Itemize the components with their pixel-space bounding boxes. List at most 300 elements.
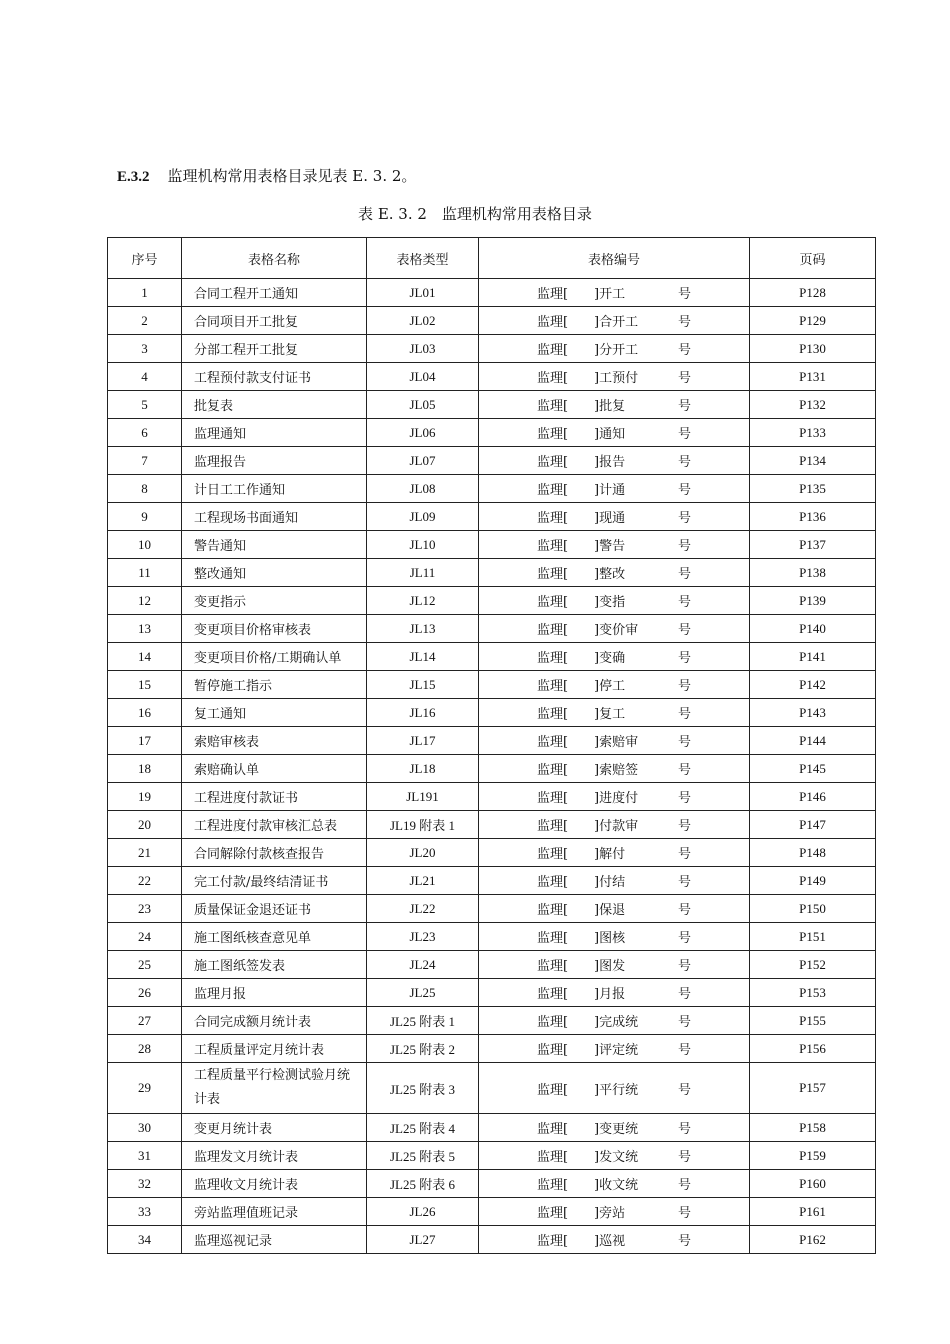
form-code-suffix: 号 — [678, 959, 692, 974]
form-code-suffix: 号 — [678, 847, 692, 862]
form-code-abbr: ]进度付 — [594, 791, 639, 806]
form-type: JL01 — [367, 279, 479, 307]
form-code-prefix: 监理[ — [536, 1082, 569, 1098]
page-number: P145 — [750, 755, 876, 783]
table-row — [108, 1035, 876, 1063]
form-code — [479, 671, 750, 699]
form-code-abbr: ]保退 — [594, 903, 626, 918]
form-code-prefix: 监理[ — [536, 371, 569, 386]
form-name: 索赔确认单 — [182, 755, 367, 783]
form-code-abbr: ]付结 — [594, 875, 626, 890]
form-name: 批复表 — [182, 391, 367, 419]
form-name: 工程进度付款审核汇总表 — [182, 811, 367, 839]
table-row — [108, 335, 876, 363]
form-type: JL25 附表 4 — [367, 1114, 479, 1142]
row-number: 21 — [108, 839, 182, 867]
page-number: P149 — [750, 867, 876, 895]
form-type: JL25 附表 5 — [367, 1142, 479, 1170]
form-code-prefix: 监理[ — [536, 427, 569, 442]
form-code-suffix: 号 — [678, 1122, 692, 1137]
form-type: JL26 — [367, 1198, 479, 1226]
section-number: E.3.2 — [117, 169, 150, 185]
column-header-no: 序号 — [108, 238, 182, 279]
table-row — [108, 363, 876, 391]
page-number: P137 — [750, 531, 876, 559]
form-catalog-table — [107, 237, 876, 1254]
form-code-suffix: 号 — [678, 399, 692, 414]
form-code-abbr: ]收文统 — [594, 1178, 639, 1193]
table-row — [108, 951, 876, 979]
form-name: 工程质量评定月统计表 — [182, 1035, 367, 1063]
page-number: P133 — [750, 419, 876, 447]
page-number: P158 — [750, 1114, 876, 1142]
form-type: JL19 附表 1 — [367, 811, 479, 839]
form-code-prefix: 监理[ — [536, 651, 569, 666]
table-row — [108, 895, 876, 923]
form-name: 分部工程开工批复 — [182, 335, 367, 363]
form-code — [479, 839, 750, 867]
form-code-suffix: 号 — [678, 539, 692, 554]
table-row — [108, 643, 876, 671]
form-code-prefix: 监理[ — [536, 1178, 569, 1193]
form-name: 合同项目开工批复 — [182, 307, 367, 335]
form-code-abbr: ]付款审 — [594, 819, 639, 834]
row-number: 4 — [108, 363, 182, 391]
form-type: JL25 附表 1 — [367, 1007, 479, 1035]
form-type: JL11 — [367, 559, 479, 587]
form-type: JL25 附表 2 — [367, 1035, 479, 1063]
form-code-prefix: 监理[ — [536, 875, 569, 890]
page-number: P162 — [750, 1226, 876, 1254]
form-name: 工程进度付款证书 — [182, 783, 367, 811]
form-type: JL15 — [367, 671, 479, 699]
form-code — [479, 503, 750, 531]
column-header-page: 页码 — [750, 238, 876, 279]
row-number: 27 — [108, 1007, 182, 1035]
row-number: 2 — [108, 307, 182, 335]
form-code-suffix: 号 — [678, 371, 692, 386]
page-number: P139 — [750, 587, 876, 615]
form-name: 监理月报 — [182, 979, 367, 1007]
form-code-prefix: 监理[ — [536, 819, 569, 834]
row-number: 17 — [108, 727, 182, 755]
form-code — [479, 307, 750, 335]
form-code — [479, 895, 750, 923]
form-name: 施工图纸核查意见单 — [182, 923, 367, 951]
form-code-suffix: 号 — [678, 1178, 692, 1193]
form-code-abbr: ]变指 — [594, 595, 626, 610]
table-row — [108, 391, 876, 419]
form-code-abbr: ]开工 — [594, 287, 626, 302]
form-code-abbr: ]分开工 — [594, 343, 639, 358]
form-name: 合同解除付款核查报告 — [182, 839, 367, 867]
form-code-prefix: 监理[ — [536, 1234, 569, 1249]
form-code-abbr: ]合开工 — [594, 315, 639, 330]
form-code — [479, 951, 750, 979]
form-code-suffix: 号 — [678, 931, 692, 946]
form-code-abbr: ]警告 — [594, 539, 626, 554]
form-code-abbr: ]月报 — [594, 987, 626, 1002]
form-code — [479, 447, 750, 475]
table-row — [108, 307, 876, 335]
page-number: P161 — [750, 1198, 876, 1226]
form-code-abbr: ]复工 — [594, 707, 626, 722]
form-name: 旁站监理值班记录 — [182, 1198, 367, 1226]
form-type: JL02 — [367, 307, 479, 335]
form-code — [479, 531, 750, 559]
table-caption: 表 E. 3. 2 监理机构常用表格目录 — [358, 205, 592, 223]
form-code-suffix: 号 — [678, 427, 692, 442]
form-code-abbr: ]批复 — [594, 399, 626, 414]
form-code-prefix: 监理[ — [536, 763, 569, 778]
form-type: JL06 — [367, 419, 479, 447]
page-number: P136 — [750, 503, 876, 531]
page-number: P144 — [750, 727, 876, 755]
form-type: JL191 — [367, 783, 479, 811]
row-number: 22 — [108, 867, 182, 895]
column-header-type: 表格类型 — [367, 238, 479, 279]
form-code-abbr: ]计通 — [594, 483, 626, 498]
form-code-prefix: 监理[ — [536, 959, 569, 974]
form-code — [479, 363, 750, 391]
form-code-prefix: 监理[ — [536, 539, 569, 554]
row-number: 1 — [108, 279, 182, 307]
form-code — [479, 699, 750, 727]
row-number: 33 — [108, 1198, 182, 1226]
form-name: 变更指示 — [182, 587, 367, 615]
page-number: P134 — [750, 447, 876, 475]
form-name: 计日工工作通知 — [182, 475, 367, 503]
table-row — [108, 1226, 876, 1254]
form-code-prefix: 监理[ — [536, 1150, 569, 1165]
form-code-suffix: 号 — [678, 623, 692, 638]
form-name: 监理巡视记录 — [182, 1226, 367, 1254]
table-row — [108, 1198, 876, 1226]
page-number: P132 — [750, 391, 876, 419]
column-header-code: 表格编号 — [479, 238, 750, 279]
row-number: 29 — [108, 1063, 182, 1114]
page-number: P152 — [750, 951, 876, 979]
form-code-abbr: ]整改 — [594, 567, 626, 582]
table-row — [108, 419, 876, 447]
form-type: JL09 — [367, 503, 479, 531]
row-number: 7 — [108, 447, 182, 475]
form-name: 合同工程开工通知 — [182, 279, 367, 307]
form-code-suffix: 号 — [678, 763, 692, 778]
form-type: JL20 — [367, 839, 479, 867]
row-number: 26 — [108, 979, 182, 1007]
table-row — [108, 867, 876, 895]
table-row — [108, 699, 876, 727]
form-code-abbr: ]发文统 — [594, 1150, 639, 1165]
form-code — [479, 1226, 750, 1254]
form-type: JL14 — [367, 643, 479, 671]
form-name: 监理收文月统计表 — [182, 1170, 367, 1198]
row-number: 16 — [108, 699, 182, 727]
form-type: JL07 — [367, 447, 479, 475]
form-code-abbr: ]变价审 — [594, 623, 639, 638]
form-type: JL24 — [367, 951, 479, 979]
table-row — [108, 671, 876, 699]
form-code — [479, 1198, 750, 1226]
form-type: JL18 — [367, 755, 479, 783]
table-row — [108, 839, 876, 867]
page-number: P129 — [750, 307, 876, 335]
page-number: P156 — [750, 1035, 876, 1063]
table-row — [108, 615, 876, 643]
form-code-prefix: 监理[ — [536, 987, 569, 1002]
page-number: P135 — [750, 475, 876, 503]
form-code-prefix: 监理[ — [536, 315, 569, 330]
table-row — [108, 1170, 876, 1198]
row-number: 11 — [108, 559, 182, 587]
form-code-prefix: 监理[ — [536, 791, 569, 806]
page-number: P131 — [750, 363, 876, 391]
page-number: P142 — [750, 671, 876, 699]
form-type: JL22 — [367, 895, 479, 923]
form-code-suffix: 号 — [678, 287, 692, 302]
form-code — [479, 279, 750, 307]
row-number: 34 — [108, 1226, 182, 1254]
form-name: 质量保证金退还证书 — [182, 895, 367, 923]
row-number: 14 — [108, 643, 182, 671]
table-row — [108, 587, 876, 615]
form-code-abbr: ]索赔签 — [594, 763, 639, 778]
page-number: P148 — [750, 839, 876, 867]
form-code-suffix: 号 — [678, 343, 692, 358]
form-type: JL03 — [367, 335, 479, 363]
form-code-suffix: 号 — [678, 315, 692, 330]
form-code-abbr: ]评定统 — [594, 1043, 639, 1058]
form-name: 工程预付款支付证书 — [182, 363, 367, 391]
form-code-suffix: 号 — [678, 875, 692, 890]
form-type: JL16 — [367, 699, 479, 727]
form-name: 完工付款/最终结清证书 — [182, 867, 367, 895]
row-number: 31 — [108, 1142, 182, 1170]
form-code-suffix: 号 — [678, 819, 692, 834]
form-code-prefix: 监理[ — [536, 847, 569, 862]
form-name: 监理报告 — [182, 447, 367, 475]
page-number: P130 — [750, 335, 876, 363]
table-row — [108, 1007, 876, 1035]
form-name: 监理发文月统计表 — [182, 1142, 367, 1170]
table-row — [108, 783, 876, 811]
form-code-prefix: 监理[ — [536, 1122, 569, 1137]
page-number: P128 — [750, 279, 876, 307]
row-number: 25 — [108, 951, 182, 979]
form-type: JL23 — [367, 923, 479, 951]
form-code-abbr: ]停工 — [594, 679, 626, 694]
row-number: 5 — [108, 391, 182, 419]
row-number: 32 — [108, 1170, 182, 1198]
form-type: JL25 附表 3 — [367, 1063, 479, 1114]
form-code-prefix: 监理[ — [536, 1043, 569, 1058]
form-code — [479, 923, 750, 951]
page-number: P147 — [750, 811, 876, 839]
row-number: 28 — [108, 1035, 182, 1063]
row-number: 23 — [108, 895, 182, 923]
section-heading — [117, 165, 416, 186]
form-code-suffix: 号 — [678, 1150, 692, 1165]
form-code-suffix: 号 — [678, 1043, 692, 1058]
form-code — [479, 643, 750, 671]
form-code-prefix: 监理[ — [536, 707, 569, 722]
form-code-suffix: 号 — [678, 791, 692, 806]
form-type: JL04 — [367, 363, 479, 391]
row-number: 6 — [108, 419, 182, 447]
page-number: P151 — [750, 923, 876, 951]
page-number: P159 — [750, 1142, 876, 1170]
form-code-suffix: 号 — [678, 511, 692, 526]
row-number: 30 — [108, 1114, 182, 1142]
form-code-suffix: 号 — [678, 679, 692, 694]
form-code-abbr: ]现通 — [594, 511, 626, 526]
form-type: JL25 附表 6 — [367, 1170, 479, 1198]
table-row — [108, 531, 876, 559]
form-name: 监理通知 — [182, 419, 367, 447]
form-name: 变更项目价格审核表 — [182, 615, 367, 643]
form-code-abbr: ]图核 — [594, 931, 626, 946]
form-code — [479, 979, 750, 1007]
table-row — [108, 979, 876, 1007]
page-number: P141 — [750, 643, 876, 671]
row-number: 15 — [108, 671, 182, 699]
form-code-abbr: ]变更统 — [594, 1122, 639, 1137]
form-code-suffix: 号 — [678, 455, 692, 470]
form-type: JL10 — [367, 531, 479, 559]
form-code — [479, 335, 750, 363]
form-code — [479, 811, 750, 839]
form-code-prefix: 监理[ — [536, 931, 569, 946]
form-code-abbr: ]通知 — [594, 427, 626, 442]
form-code-suffix: 号 — [678, 1206, 692, 1221]
page-number: P138 — [750, 559, 876, 587]
table-row — [108, 923, 876, 951]
row-number: 8 — [108, 475, 182, 503]
table-row — [108, 559, 876, 587]
form-code — [479, 783, 750, 811]
form-code-suffix: 号 — [678, 735, 692, 750]
form-type: JL25 — [367, 979, 479, 1007]
row-number: 19 — [108, 783, 182, 811]
form-code-suffix: 号 — [678, 987, 692, 1002]
form-code-suffix: 号 — [678, 651, 692, 666]
form-code-abbr: ]解付 — [594, 847, 626, 862]
form-code — [479, 1170, 750, 1198]
form-code-prefix: 监理[ — [536, 511, 569, 526]
form-name: 复工通知 — [182, 699, 367, 727]
form-code-suffix: 号 — [678, 1234, 692, 1249]
form-code — [479, 391, 750, 419]
form-type: JL17 — [367, 727, 479, 755]
form-code-abbr: ]平行统 — [594, 1082, 639, 1098]
form-code — [479, 867, 750, 895]
page-number: P153 — [750, 979, 876, 1007]
form-code-prefix: 监理[ — [536, 735, 569, 750]
table-row — [108, 755, 876, 783]
table-row — [108, 1114, 876, 1142]
form-code-abbr: ]图发 — [594, 959, 626, 974]
row-number: 13 — [108, 615, 182, 643]
form-code-prefix: 监理[ — [536, 679, 569, 694]
table-row — [108, 811, 876, 839]
form-code-abbr: ]完成统 — [594, 1015, 639, 1030]
form-code — [479, 1142, 750, 1170]
form-name: 工程现场书面通知 — [182, 503, 367, 531]
form-code — [479, 1035, 750, 1063]
form-code — [479, 1007, 750, 1035]
form-code — [479, 1063, 750, 1114]
section-text: 监理机构常用表格目录见表 E. 3. 2。 — [167, 167, 417, 185]
form-code-abbr: ]索赔审 — [594, 735, 639, 750]
row-number: 24 — [108, 923, 182, 951]
page-number: P160 — [750, 1170, 876, 1198]
form-code — [479, 475, 750, 503]
form-code-suffix: 号 — [678, 903, 692, 918]
form-code-prefix: 监理[ — [536, 903, 569, 918]
table-row — [108, 279, 876, 307]
page-number: P143 — [750, 699, 876, 727]
form-type: JL13 — [367, 615, 479, 643]
form-code-abbr: ]旁站 — [594, 1206, 626, 1221]
form-name: 合同完成额月统计表 — [182, 1007, 367, 1035]
table-row — [108, 475, 876, 503]
form-code-prefix: 监理[ — [536, 343, 569, 358]
page-number: P157 — [750, 1063, 876, 1114]
form-type: JL27 — [367, 1226, 479, 1254]
form-name: 警告通知 — [182, 531, 367, 559]
form-type: JL05 — [367, 391, 479, 419]
form-code-abbr: ]变确 — [594, 651, 626, 666]
form-code — [479, 755, 750, 783]
row-number: 9 — [108, 503, 182, 531]
form-code-prefix: 监理[ — [536, 567, 569, 582]
form-code-suffix: 号 — [678, 707, 692, 722]
row-number: 20 — [108, 811, 182, 839]
form-code-prefix: 监理[ — [536, 595, 569, 610]
page-number: P150 — [750, 895, 876, 923]
form-name: 整改通知 — [182, 559, 367, 587]
form-code-suffix: 号 — [678, 595, 692, 610]
form-type: JL21 — [367, 867, 479, 895]
form-name: 索赔审核表 — [182, 727, 367, 755]
table-row — [108, 447, 876, 475]
form-code-prefix: 监理[ — [536, 623, 569, 638]
form-code-prefix: 监理[ — [536, 1206, 569, 1221]
page-number: P155 — [750, 1007, 876, 1035]
column-header-name: 表格名称 — [182, 238, 367, 279]
form-name: 暂停施工指示 — [182, 671, 367, 699]
form-name: 工程质量平行检测试验月统计表 — [182, 1063, 367, 1114]
form-code — [479, 615, 750, 643]
form-code-suffix: 号 — [678, 567, 692, 582]
table-row — [108, 1142, 876, 1170]
row-number: 18 — [108, 755, 182, 783]
form-code-suffix: 号 — [678, 1082, 692, 1098]
row-number: 10 — [108, 531, 182, 559]
table-body — [108, 279, 876, 1254]
table-row — [108, 503, 876, 531]
form-code-prefix: 监理[ — [536, 1015, 569, 1030]
form-code-prefix: 监理[ — [536, 483, 569, 498]
form-name: 变更月统计表 — [182, 1114, 367, 1142]
form-name: 变更项目价格/工期确认单 — [182, 643, 367, 671]
form-code-prefix: 监理[ — [536, 455, 569, 470]
form-type: JL08 — [367, 475, 479, 503]
form-code — [479, 419, 750, 447]
form-code — [479, 587, 750, 615]
page-number: P146 — [750, 783, 876, 811]
